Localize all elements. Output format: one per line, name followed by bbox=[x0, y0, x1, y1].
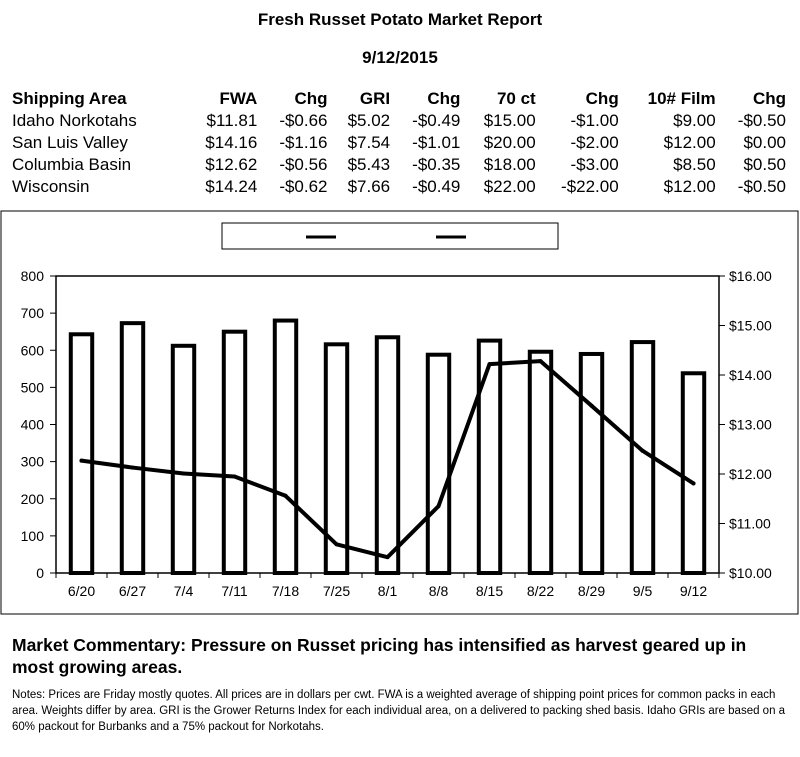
x-axis-tick-label: 7/18 bbox=[271, 583, 300, 599]
table-cell: $9.00 bbox=[673, 111, 716, 130]
x-axis-tick-label: 9/12 bbox=[679, 583, 708, 599]
price-chart bbox=[0, 210, 800, 615]
table-cell: -$1.01 bbox=[412, 133, 461, 152]
table-cell: $5.43 bbox=[347, 155, 391, 174]
x-axis-tick-label: 8/29 bbox=[577, 583, 606, 599]
x-axis-tick-label: 6/20 bbox=[67, 583, 96, 599]
table-cell: -$2.00 bbox=[570, 133, 619, 152]
table-cell: $14.24 bbox=[205, 177, 258, 196]
table-header-row bbox=[10, 88, 790, 110]
bar bbox=[581, 354, 602, 573]
bar bbox=[428, 355, 449, 573]
line-point bbox=[233, 474, 237, 478]
x-axis-tick-label: 8/15 bbox=[475, 583, 504, 599]
table-cell: $12.62 bbox=[205, 155, 258, 174]
bar bbox=[683, 373, 704, 573]
line-point bbox=[590, 404, 594, 408]
market-table bbox=[10, 88, 790, 198]
line-point bbox=[80, 459, 84, 463]
line-point bbox=[182, 472, 186, 476]
right-axis-tick-label: $15.00 bbox=[729, 317, 772, 334]
table-cell: $14.16 bbox=[205, 133, 258, 152]
table-cell: $20.00 bbox=[483, 133, 536, 152]
table-cell: -$0.35 bbox=[412, 155, 461, 174]
right-axis-tick-label: $14.00 bbox=[729, 367, 772, 383]
line-point bbox=[437, 504, 441, 508]
header-gri: GRI bbox=[359, 89, 391, 108]
table-cell: $12.00 bbox=[663, 133, 716, 152]
line-point bbox=[284, 494, 288, 498]
bar bbox=[173, 346, 194, 573]
header-shipping-area: Shipping Area bbox=[12, 89, 127, 108]
x-axis-tick-label: 7/25 bbox=[322, 583, 351, 599]
left-axis-tick-label: 200 bbox=[20, 490, 44, 507]
table-cell: -$0.62 bbox=[279, 177, 328, 196]
left-axis-tick-label: 500 bbox=[20, 379, 44, 396]
header-fwa: FWA bbox=[219, 89, 258, 108]
bar bbox=[122, 323, 143, 573]
table-cell: -$0.49 bbox=[412, 111, 461, 130]
table-cell: -$0.50 bbox=[737, 111, 786, 130]
table-cell: -$0.50 bbox=[737, 177, 786, 196]
x-axis-tick-label: 8/8 bbox=[428, 583, 449, 599]
right-axis-tick-label: $13.00 bbox=[729, 416, 772, 433]
x-axis-tick-label: 6/27 bbox=[118, 583, 147, 599]
right-axis-tick-label: $16.00 bbox=[729, 268, 772, 284]
table-cell: -$1.16 bbox=[279, 133, 328, 152]
header-gri-chg: Chg bbox=[427, 89, 461, 108]
table-cell: $11.81 bbox=[206, 111, 258, 130]
bar bbox=[377, 337, 398, 573]
legend-box bbox=[222, 223, 558, 249]
table-cell: -$1.00 bbox=[570, 111, 619, 130]
right-axis-tick-label: $10.00 bbox=[729, 565, 772, 581]
table-cell: Idaho Norkotahs bbox=[12, 111, 137, 130]
table-cell: $0.50 bbox=[743, 155, 786, 174]
line-point bbox=[488, 362, 492, 366]
table-cell: $12.00 bbox=[663, 177, 716, 196]
table-cell: Wisconsin bbox=[12, 177, 90, 196]
table-cell: $7.54 bbox=[347, 133, 391, 152]
line-point bbox=[131, 466, 135, 470]
report-title: Fresh Russet Potato Market Report bbox=[257, 10, 543, 29]
legend bbox=[222, 223, 558, 249]
table-cell: San Luis Valley bbox=[12, 133, 128, 152]
table-cell: -$0.56 bbox=[279, 155, 328, 174]
table-row bbox=[10, 176, 790, 198]
table-row bbox=[10, 110, 790, 132]
bar bbox=[275, 321, 296, 573]
market-commentary: Market Commentary: Pressure on Russet pricing has intensified as harvest geared up in most growing areas. bbox=[12, 635, 747, 677]
line-point bbox=[335, 542, 339, 546]
left-axis-tick-label: 600 bbox=[20, 342, 44, 359]
table-cell: $7.66 bbox=[347, 177, 391, 196]
x-axis-tick-label: 9/5 bbox=[632, 583, 653, 599]
right-axis-tick-label: $12.00 bbox=[729, 466, 772, 482]
table-cell: -$22.00 bbox=[561, 177, 619, 196]
table-row bbox=[10, 154, 790, 176]
header-10lb-film: 10# Film bbox=[647, 89, 716, 108]
header-10lb-film-chg: Chg bbox=[752, 89, 786, 108]
header-70ct: 70 ct bbox=[496, 89, 536, 108]
line-point bbox=[539, 359, 543, 363]
table-cell: Columbia Basin bbox=[12, 155, 132, 174]
table-cell: -$0.66 bbox=[279, 111, 328, 130]
x-axis-tick-label: 7/11 bbox=[221, 583, 248, 599]
x-axis-tick-label: 7/4 bbox=[173, 583, 194, 599]
header-fwa-chg: Chg bbox=[294, 89, 328, 108]
table-cell: $18.00 bbox=[483, 155, 536, 174]
table-row bbox=[10, 132, 790, 154]
report-date: 9/12/2015 bbox=[362, 48, 438, 67]
x-axis-tick-label: 8/22 bbox=[526, 583, 555, 599]
table-cell: $15.00 bbox=[483, 111, 536, 130]
left-axis-tick-label: 100 bbox=[20, 527, 44, 544]
table-cell: $8.50 bbox=[673, 155, 716, 174]
table-cell: -$3.00 bbox=[570, 155, 619, 174]
bar bbox=[224, 332, 245, 573]
bar bbox=[71, 334, 92, 573]
header-70ct-chg: Chg bbox=[585, 89, 619, 108]
left-axis-tick-label: 400 bbox=[20, 416, 44, 433]
left-axis-tick-label: 700 bbox=[20, 305, 44, 322]
left-axis-tick-label: 0 bbox=[36, 565, 44, 581]
left-axis-tick-label: 300 bbox=[20, 453, 44, 470]
line-point bbox=[641, 449, 645, 453]
x-axis-tick-label: 8/1 bbox=[377, 583, 398, 599]
right-axis-tick-label: $11.00 bbox=[729, 515, 771, 532]
table-cell: $0.00 bbox=[743, 133, 786, 152]
report-notes: Notes: Prices are Friday mostly quotes. All prices are in dollars per cwt. FWA is a weighted average of shipping point prices for common packs in each area. Weights differ by area. GRI is the Grower Returns Index for each individual area, on a delivered to packing shed basis. Idaho GRIs are based on a 60% packout for Burbanks and a 75% packout for Norkotahs. bbox=[12, 689, 786, 733]
left-axis-tick-label: 800 bbox=[20, 268, 44, 284]
table-cell: $22.00 bbox=[483, 177, 536, 196]
table-cell: -$0.49 bbox=[412, 177, 461, 196]
line-point bbox=[386, 555, 390, 559]
table-cell: $5.02 bbox=[347, 111, 391, 130]
bar bbox=[530, 352, 551, 573]
bar bbox=[479, 341, 500, 573]
line-point bbox=[692, 481, 696, 485]
